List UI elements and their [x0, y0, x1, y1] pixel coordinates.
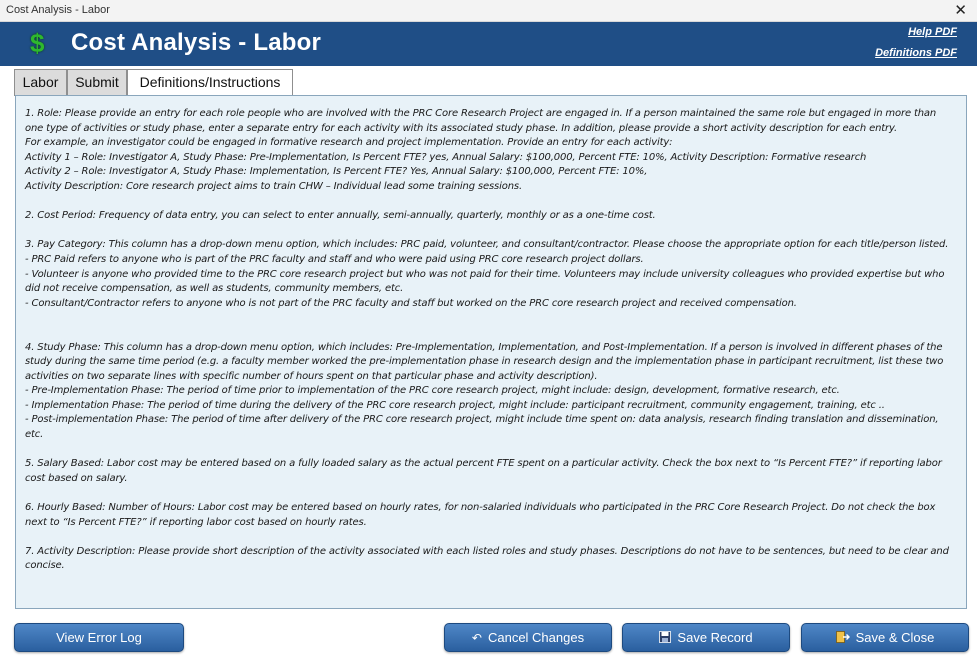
window-title: Cost Analysis - Labor — [6, 4, 110, 16]
instructions-panel — [15, 95, 967, 609]
save-record-button[interactable] — [622, 623, 790, 652]
study-phase-implementation: - Implementation Phase: The period of time during the delivery of the PRC core research project, might include: participant recruitment, community engagement, training, etc .. — [25, 399, 885, 411]
study-phase-paragraph: 4. Study Phase: This column has a drop-down menu option, which includes: Pre-Implementation, Implementation, and Post-Implementation. If a person is involved in different phases of the study during the same time period (e.g. a faculty member worked the pre-implementation phase in research design and the implementation phase in participant recruitment, list these two activities on two separate lines with specific number of hours spent on that particular phase and activity description). — [25, 341, 944, 382]
tab-definitions-instructions[interactable]: Definitions/Instructions — [127, 69, 293, 97]
save-close-button[interactable] — [801, 623, 969, 652]
save-record-label: Save Record — [677, 630, 753, 645]
undo-icon: ↶ — [471, 631, 482, 645]
activity-description-paragraph: 7. Activity Description: Please provide short description of the activity associated with each listed roles and study phases. Descriptions do not have to be sentences, but need to be clear and concise. — [25, 545, 949, 572]
salary-based-paragraph: 5. Salary Based: Labor cost may be entered based on a fully loaded salary as the actual percent FTE spent on a particular activity. Check the box next to “Is Percent FTE?” if reporting labor cost based on salary. — [25, 458, 942, 484]
pay-category-volunteer: - Volunteer is anyone who provided time to the PRC core research project but who was not paid for their time. Volunteers may include university colleagues who provided expertise but who did not receive compensation, as well as students, community members, etc. — [25, 268, 945, 295]
floppy-disk-icon — [659, 625, 671, 652]
cancel-changes-label: Cancel Changes — [487, 630, 585, 645]
view-error-log-button[interactable] — [14, 623, 184, 652]
view-error-log-label: View Error Log — [56, 630, 142, 645]
pay-category-prc-paid: - PRC Paid refers to anyone who is part of the PRC faculty and staff and who were paid using PRC core research project dollars. — [25, 253, 644, 265]
role-example-intro: For example, an investigator could be engaged in formative research and project implementation. Provide an entry for each activity: — [25, 137, 673, 149]
definitions-pdf-link[interactable]: Definitions PDF — [875, 47, 957, 59]
window-title-bar — [0, 0, 977, 22]
pay-category-consultant: - Consultant/Contractor refers to anyone who is not part of the PRC faculty and staff but worked on the PRC core research project and received compensation. — [25, 297, 797, 309]
save-exit-icon — [836, 625, 850, 652]
role-example-activity-2: Activity 2 – Role: Investigator A, Study Phase: Implementation, Is Percent FTE? Yes, Annual Salary: $100,000, Percent FTE: 10%, — [25, 166, 648, 178]
close-icon[interactable]: ✕ — [954, 2, 967, 19]
help-pdf-link[interactable]: Help PDF — [908, 26, 957, 38]
role-paragraph: 1. Role: Please provide an entry for each role people who are involved with the PRC Core Research Project are engaged in. If a person maintained the same role but engaged in more than one type of activities or study phase, enter a separate entry for each activity with its associated study phase. In addition, please provide a short activity description for each entry. — [25, 108, 937, 134]
pay-category-paragraph: 3. Pay Category: This column has a drop-down menu option, which includes: PRC paid, volunteer, and consultant/contractor. Please choose the appropriate option for each title/person listed. — [25, 239, 949, 251]
cost-period-paragraph: 2. Cost Period: Frequency of data entry, you can select to enter annually, semi-annually, quarterly, monthly or as a one-time cost. — [25, 210, 656, 222]
tab-submit[interactable]: Submit — [67, 69, 127, 96]
role-example-description: Activity Description: Core research project aims to train CHW – Individual lead some training sessions. — [25, 180, 522, 192]
page-title: Cost Analysis - Labor — [71, 29, 322, 56]
tab-labor[interactable]: Labor — [14, 69, 67, 96]
cancel-changes-button[interactable] — [444, 623, 612, 652]
instructions-text — [25, 107, 955, 574]
role-example-activity-1: Activity 1 – Role: Investigator A, Study Phase: Pre-Implementation, Is Percent FTE? yes, Annual Salary: $100,000, Percent FTE: 10%, Activity Description: Formative research — [25, 151, 867, 163]
study-phase-pre: - Pre-Implementation Phase: The period of time prior to implementation of the PRC core research project, might include: design, development, formative research, etc. — [25, 385, 840, 397]
study-phase-post: - Post-implementation Phase: The period of time after delivery of the PRC core research project, might include time spent on: data analysis, research finding translation and dissemination, etc. — [25, 414, 939, 441]
dollar-icon: $ — [30, 28, 45, 58]
save-close-label: Save & Close — [855, 630, 935, 645]
app-header — [0, 22, 977, 66]
hourly-based-paragraph: 6. Hourly Based: Number of Hours: Labor cost may be entered based on hourly rates, for non-salaried individuals who participated in the PRC Core Research Project. Do not check the box next to “Is Percent FTE?” if reporting labor cost based on hourly rates. — [25, 502, 936, 528]
